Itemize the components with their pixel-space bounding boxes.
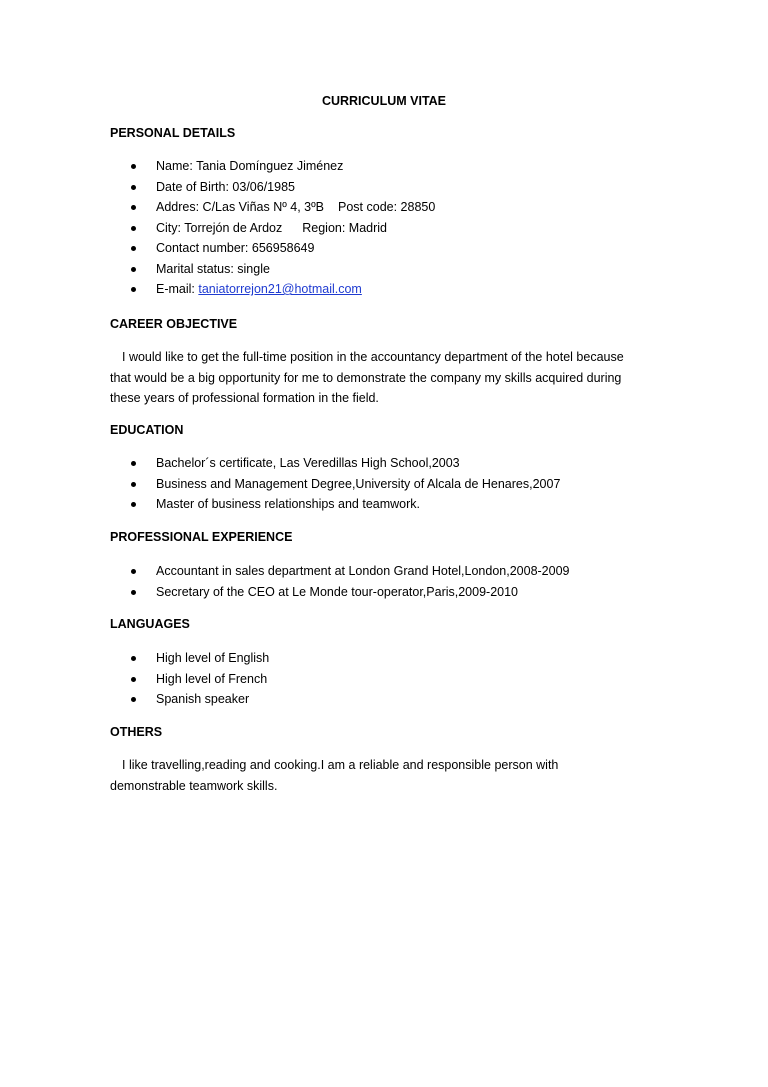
list-item (110, 259, 435, 280)
education-item: Bachelor´s certificate, Las Veredillas High School,2003 (156, 456, 460, 470)
bullet-icon (131, 461, 136, 466)
list-item (110, 197, 435, 218)
list-item (110, 669, 269, 690)
paragraph-line: demonstrable teamwork skills. (110, 778, 278, 793)
bullet-icon (131, 482, 136, 487)
language-item: Spanish speaker (156, 692, 250, 706)
career-objective-paragraph (110, 347, 670, 409)
contact-text: Contact number: 656958649 (156, 241, 315, 255)
bullet-icon (131, 590, 136, 595)
list-item (110, 648, 269, 669)
paragraph-line: I would like to get the full-time position in the accountancy department of the hotel because (122, 350, 624, 364)
list-item (110, 279, 435, 300)
language-item: High level of French (156, 671, 268, 686)
languages-list (110, 648, 269, 710)
bullet-icon (131, 656, 136, 661)
paragraph-line: these years of professional formation in the field. (110, 391, 379, 405)
bullet-icon (131, 569, 136, 574)
bullet-icon (131, 246, 136, 251)
list-item (110, 561, 570, 582)
education-item: Master of business relationships and teamwork. (156, 497, 421, 511)
list-item (110, 582, 570, 603)
bullet-icon (131, 185, 136, 190)
bullet-icon (131, 502, 136, 507)
bullet-icon (131, 677, 136, 682)
email-label: E-mail: (156, 282, 199, 296)
education-list (110, 453, 560, 515)
language-item: High level of English (156, 651, 270, 665)
experience-list (110, 561, 570, 602)
education-heading: EDUCATION (110, 423, 184, 437)
list-item (110, 156, 435, 177)
name-text: Name: Tania Domínguez Jiménez (156, 159, 344, 173)
others-paragraph (110, 755, 670, 796)
bullet-icon (131, 164, 136, 169)
paragraph-line: I like travelling,reading and cooking.I am a reliable and responsible person with (122, 758, 559, 772)
paragraph-line: that would be a big opportunity for me to demonstrate the company my skills acquired during (110, 370, 622, 385)
dob-text: Date of Birth: 03/06/1985 (156, 179, 295, 194)
list-item (110, 238, 435, 259)
list-item (110, 177, 435, 198)
document-title-text: CURRICULUM VITAE (321, 94, 447, 108)
list-item (110, 689, 269, 710)
experience-heading: PROFESSIONAL EXPERIENCE (110, 530, 293, 544)
document-title (0, 91, 768, 111)
experience-item: Secretary of the CEO at Le Monde tour-operator,Paris,2009-2010 (156, 584, 519, 599)
list-item (110, 453, 560, 474)
region-text: Region: Madrid (302, 220, 387, 235)
postcode-text: Post code: 28850 (338, 200, 436, 214)
city-text: City: Torrejón de Ardoz (156, 220, 283, 235)
list-item (110, 494, 560, 515)
list-item (110, 218, 435, 239)
languages-heading: LANGUAGES (110, 617, 190, 631)
email-link[interactable]: taniatorrejon21@hotmail.com (198, 282, 362, 296)
marital-text: Marital status: single (156, 261, 270, 276)
personal-details-heading: PERSONAL DETAILS (110, 126, 236, 140)
bullet-icon (131, 205, 136, 210)
experience-item: Accountant in sales department at London Grand Hotel,London,2008-2009 (156, 564, 570, 578)
personal-details-list (110, 156, 435, 300)
address-text: Addres: C/Las Viñas Nº 4, 3ºB (156, 200, 325, 214)
bullet-icon (131, 697, 136, 702)
others-heading: OTHERS (110, 725, 163, 739)
bullet-icon (131, 287, 136, 292)
list-item (110, 474, 560, 495)
bullet-icon (131, 267, 136, 272)
career-objective-heading: CAREER OBJECTIVE (110, 317, 238, 331)
education-item: Business and Management Degree,University of Alcala de Henares,2007 (156, 476, 561, 491)
bullet-icon (131, 226, 136, 231)
